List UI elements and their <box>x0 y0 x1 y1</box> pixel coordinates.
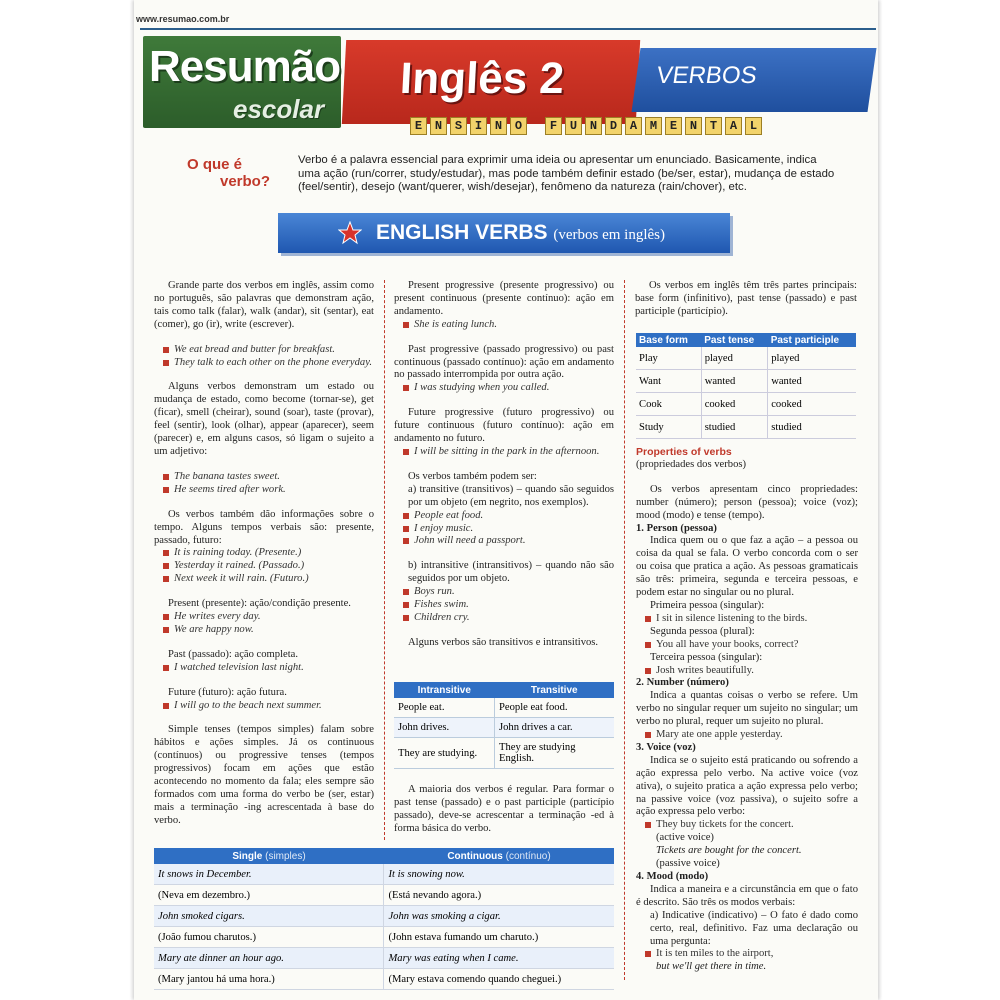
paragraph: Os verbos em inglês têm três partes principais: base form (infinitivo), past tense (passado) e past participle (particípio). <box>635 280 857 317</box>
example-list <box>394 446 614 459</box>
table-cell: cooked <box>701 393 768 416</box>
second-person-label: Segunda pessoa (plural): <box>650 625 755 637</box>
verb-forms-table <box>636 333 856 439</box>
example: Next week it will rain. (Futuro.) <box>154 573 374 586</box>
title-block <box>342 40 640 124</box>
example: John will need a passport. <box>394 535 614 548</box>
subheading-future: Future (futuro): ação futura. <box>168 686 287 698</box>
property-person: 1. Person (pessoa) <box>636 522 717 534</box>
properties-heading: Properties of verbs <box>636 446 732 458</box>
example-note: (passive voice) <box>656 858 720 870</box>
table-cell: (John estava fumando um charuto.) <box>384 927 614 948</box>
paragraph: Future progressive (futuro progressivo) ou future continuous (futuro contínuo): ação em andamento no futuro. <box>394 407 614 445</box>
page-title: Inglês 2 <box>398 54 566 103</box>
header-continuous-sub: (contínuo) <box>505 850 551 862</box>
table-cell: It snows in December. <box>154 864 384 885</box>
table-cell: They are studying English. <box>495 738 615 769</box>
example: I will be sitting in the park in the afternoon. <box>394 446 614 459</box>
example: They talk to each other on the phone everyday. <box>154 357 374 370</box>
table-row <box>154 885 614 906</box>
table-row <box>394 698 614 718</box>
site-url[interactable]: www.resumao.com.br <box>136 14 230 24</box>
paragraph: Os verbos apresentam cinco propriedades: number (número); person (pessoa); voice (voz); mood (modo) e tense (tempo). <box>636 483 858 521</box>
example: but we'll get there in time. <box>656 961 767 973</box>
paragraph: Os verbos também podem ser: <box>408 470 537 482</box>
table-cell: (Mary estava comendo quando cheguei.) <box>384 969 614 990</box>
table-cell: played <box>768 347 856 370</box>
property-number: 2. Number (número) <box>636 677 729 689</box>
table-cell: (João fumou charutos.) <box>154 927 384 948</box>
subheading-past: Past (passado): ação completa. <box>168 648 299 660</box>
table-row <box>636 347 856 370</box>
intro-question <box>187 156 275 190</box>
topic-block <box>632 48 877 112</box>
level-tile <box>530 117 542 135</box>
column-divider <box>624 280 625 980</box>
table-cell: It is snowing now. <box>384 864 614 885</box>
example: People eat food. <box>394 510 614 523</box>
paragraph: Indica se o sujeito está praticando ou sofrendo a ação expressa pelo verbo. Na active voice (voz ativa), o sujeito pratica a ação expressa pelo verbo; na passive voice (voz passiva), o sujeito sofre a ação expressa pelo verbo: <box>636 754 858 818</box>
table-cell: They are studying. <box>394 738 495 769</box>
section-banner <box>278 213 730 253</box>
table-cell: wanted <box>701 370 768 393</box>
brand-name: Resumão <box>149 42 341 91</box>
example: I was studying when you called. <box>394 382 614 395</box>
table-row <box>394 718 614 738</box>
example: We are happy now. <box>154 624 374 637</box>
example-list <box>154 700 374 713</box>
level-tile: O <box>510 117 527 135</box>
example: Mary ate one apple yesterday. <box>636 729 858 742</box>
example-list <box>154 662 374 675</box>
table-header: Transitive <box>495 682 615 698</box>
subheading-present: Present (presente): ação/condição presente. <box>168 598 351 610</box>
level-tile: D <box>605 117 622 135</box>
example-list <box>154 547 374 586</box>
level-tile: N <box>585 117 602 135</box>
table-cell: John drives. <box>394 718 495 738</box>
level-tile: M <box>645 117 662 135</box>
banner-title <box>376 221 665 245</box>
paragraph: Indica a quantas coisas o verbo se refere. Um verbo no singular requer um sujeito no singular; um verbo no plural, requer um sujeito no plural. <box>636 690 858 728</box>
table-cell: Mary was eating when I came. <box>384 948 614 969</box>
table-cell: played <box>701 347 768 370</box>
paragraph: Grande parte dos verbos em inglês, assim como no português, são palavras que demonstram ação, tais como talk (falar), walk (andar), sit (sentar), eat (comer), go (ir), write (escrever). <box>154 280 374 330</box>
example-list <box>394 382 614 395</box>
table-cell: John drives a car. <box>495 718 615 738</box>
table-row <box>154 969 614 990</box>
brand-logo <box>143 36 341 128</box>
paragraph: Present progressive (presente progressivo) ou present continuous (presente contínuo): ação em andamento. <box>394 280 614 317</box>
example: Boys run. <box>394 586 614 599</box>
table-header: Base form <box>636 333 701 347</box>
header-single-sub: (simples) <box>265 850 306 862</box>
table-row <box>636 370 856 393</box>
example-note: (active voice) <box>656 832 714 844</box>
table-header: Past participle <box>768 333 856 347</box>
brand-subname: escolar <box>233 94 325 124</box>
table-row <box>636 393 856 416</box>
level-tile: E <box>410 117 427 135</box>
level-tile: U <box>565 117 582 135</box>
item-intransitive: b) intransitive (intransitivos) – quando não são seguidos por um objeto. <box>408 560 614 585</box>
table-cell: (Neva em dezembro.) <box>154 885 384 906</box>
table-cell: John was smoking a cigar. <box>384 906 614 927</box>
table-row <box>636 416 856 439</box>
paragraph: Indica quem ou o que faz a ação – a pessoa ou coisa da qual se fala. O verbo concorda com o ser ou coisa que pratica a ação. As pessoas gramaticais são três: primeira, segunda e terceira pessoas, e podem estar no singular ou no plural. <box>636 535 858 599</box>
example-list <box>154 471 374 497</box>
star-icon <box>338 221 362 245</box>
column-3-properties <box>636 446 858 974</box>
topic-label: VERBOS <box>654 62 759 89</box>
table-row <box>154 906 614 927</box>
example: She is eating lunch. <box>394 319 614 332</box>
paragraph: Indica a maneira e a circunstância em que o fato é descrito. São três os modos verbais: <box>636 883 858 908</box>
example: You all have your books, correct? <box>636 639 858 652</box>
example: The banana tastes sweet. <box>154 471 374 484</box>
level-tile: L <box>745 117 762 135</box>
level-tile: N <box>685 117 702 135</box>
table-cell: studied <box>701 416 768 439</box>
example: He writes every day. <box>154 611 374 624</box>
table-cell: (Mary jantou há uma hora.) <box>154 969 384 990</box>
table-cell: cooked <box>768 393 856 416</box>
paragraph: Alguns verbos são transitivos e intransitivos. <box>408 636 599 648</box>
header-single: Single <box>232 850 263 862</box>
simple-continuous-table <box>154 848 614 990</box>
header-continuous: Continuous <box>447 850 503 862</box>
transitive-table <box>394 682 614 769</box>
table-row <box>154 927 614 948</box>
column-2 <box>394 280 614 662</box>
level-tile: S <box>450 117 467 135</box>
level-tile: N <box>490 117 507 135</box>
level-tile: N <box>430 117 447 135</box>
question-line-1: O que é <box>187 156 243 173</box>
question-line-2: verbo? <box>220 173 271 190</box>
table-cell: Play <box>636 347 701 370</box>
table-header <box>154 848 384 864</box>
level-tile: F <box>545 117 562 135</box>
table-header: Intransitive <box>394 682 495 698</box>
first-person-label: Primeira pessoa (singular): <box>650 599 765 611</box>
table-row <box>154 864 614 885</box>
level-tile: A <box>625 117 642 135</box>
property-mood: 4. Mood (modo) <box>636 871 709 882</box>
example: Yesterday it rained. (Passado.) <box>154 560 374 573</box>
paragraph: Alguns verbos demonstram um estado ou mudança de estado, como become (tornar-se), get (ficar), smell (cheirar), sound (soar), taste (provar), feel (sentir), look (olhar), appear (aparecer), seem (parecer) e, em alguns casos, só ligam o sujeito a um adjetivo: <box>154 381 374 457</box>
table-cell: (Está nevando agora.) <box>384 885 614 906</box>
example-list <box>394 586 614 625</box>
example: It is raining today. (Presente.) <box>154 547 374 560</box>
example: Fishes swim. <box>394 599 614 612</box>
table-header: Past tense <box>701 333 768 347</box>
paragraph: A maioria dos verbos é regular. Para formar o past tense (passado) e o past participle (particípio passado), deve-se acrescentar a terminação -ed à forma básica do verbo. <box>394 784 614 834</box>
property-voice: 3. Voice (voz) <box>636 741 696 753</box>
example-list <box>394 319 614 332</box>
table-cell: Mary ate dinner an hour ago. <box>154 948 384 969</box>
table-cell: Cook <box>636 393 701 416</box>
table-header <box>384 848 614 864</box>
example: I enjoy music. <box>394 523 614 536</box>
example: Tickets are bought for the concert. <box>656 845 802 857</box>
banner-subtitle: (verbos em inglês) <box>553 227 666 243</box>
column-divider <box>384 280 385 840</box>
example: Children cry. <box>394 612 614 625</box>
example: He seems tired after work. <box>154 484 374 497</box>
table-cell: People eat food. <box>495 698 615 718</box>
example-list <box>394 510 614 549</box>
table-cell: Want <box>636 370 701 393</box>
example: We eat bread and butter for breakfast. <box>154 344 374 357</box>
column-3-top <box>635 280 857 331</box>
table-row <box>154 948 614 969</box>
regular-verbs-note <box>394 784 614 848</box>
column-1 <box>154 280 374 840</box>
banner-title-text: ENGLISH VERBS <box>376 221 548 244</box>
example: I will go to the beach next summer. <box>154 700 374 713</box>
table-cell: People eat. <box>394 698 495 718</box>
example: I watched television last night. <box>154 662 374 675</box>
mood-indicative: a) Indicative (indicativo) – O fato é dado como certo, real, definitivo. Faz uma declaração ou uma pergunta: <box>650 909 858 947</box>
table-cell: studied <box>768 416 856 439</box>
paragraph: Os verbos também dão informações sobre o tempo. Alguns tempos verbais são: presente, passado, futuro: <box>154 508 374 546</box>
table-row <box>394 738 614 769</box>
example-list <box>154 344 374 370</box>
intro-text: Verbo é a palavra essencial para exprimir uma ideia ou apresentar um enunciado. Basicamente, indica uma ação (run/correr, study/estudar), mas pode também definir estado (be/ser, estar), mudança de estado (feel/sentir), desejo (want/querer, wish/desejar), fenômeno da natureza (rain/chover), etc. <box>298 154 835 193</box>
level-tiles <box>410 117 762 135</box>
paragraph: Past progressive (passado progressivo) ou past continuous (passado contínuo): ação em andamento no passado interrompida por outra ação. <box>394 343 614 381</box>
third-person-label: Terceira pessoa (singular): <box>650 651 763 663</box>
table-cell: Study <box>636 416 701 439</box>
example: I sit in silence listening to the birds. <box>636 613 858 626</box>
level-tile: A <box>725 117 742 135</box>
example-list <box>154 611 374 637</box>
table-cell: wanted <box>768 370 856 393</box>
level-tile: T <box>705 117 722 135</box>
example: Josh writes beautifully. <box>636 665 858 678</box>
example: It is ten miles to the airport, <box>636 948 858 961</box>
properties-subheading: (propriedades dos verbos) <box>636 458 747 470</box>
item-transitive: a) transitive (transitivos) – quando são seguidos por um objeto (em negrito, nos exemplos). <box>408 483 614 508</box>
example: They buy tickets for the concert. <box>636 819 858 832</box>
paragraph: Simple tenses (tempos simples) falam sobre hábitos e ações simples. Já os continuous (contínuos) ou progressive tenses (tempos progressivos) focam em ações que estão acontecendo no momento da fala; eles sempre são formados com uma forma do verbo be (ser, estar) mais a terminação -ing acrescentada à base do verbo. <box>154 724 374 826</box>
level-tile: E <box>665 117 682 135</box>
level-tile: I <box>470 117 487 135</box>
table-cell: John smoked cigars. <box>154 906 384 927</box>
